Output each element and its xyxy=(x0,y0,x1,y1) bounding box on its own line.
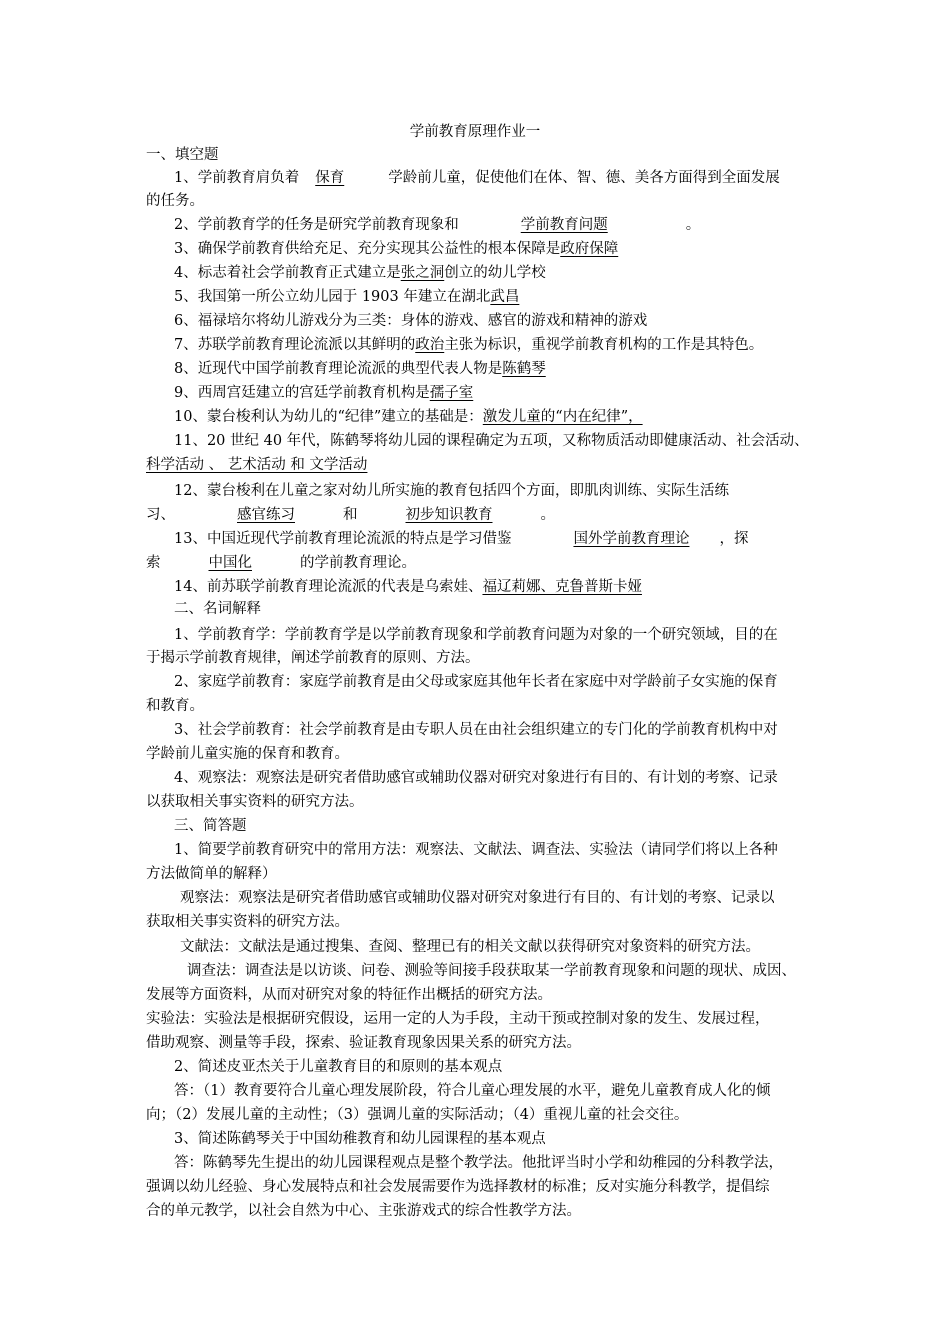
q12-answer-2: 初步知识教育 xyxy=(405,507,493,523)
section-heading-definitions: 二、名词解释 xyxy=(174,601,261,617)
sa2-question: 2、简述皮亚杰关于儿童教育目的和原则的基本观点 xyxy=(174,1059,503,1075)
q12-line: 12、蒙台梭利在儿童之家对幼儿所实施的教育包括四个方面，即肌肉训练、实际生活练 xyxy=(174,483,729,499)
q12-answer-1: 感官练习 xyxy=(237,507,295,523)
q2-answer: 学前教育问题 xyxy=(520,217,608,233)
section-heading-short-answer: 三、简答题 xyxy=(174,818,247,834)
q13-answer-2: 中国化 xyxy=(208,555,252,571)
q2-line: 2、学前教育学的任务是研究学前教育现象和 学前教育问题 。 xyxy=(174,217,701,233)
sa3-question: 3、简述陈鹤琴关于中国幼稚教育和幼儿园课程的基本观点 xyxy=(174,1131,546,1147)
q14-answer: 福辽莉娜、克鲁普斯卡娅 xyxy=(482,579,642,595)
def1-line-2: 于揭示学前教育规律，阐述学前教育的原则、方法。 xyxy=(146,650,480,666)
q3-answer: 政府保障 xyxy=(560,241,619,257)
q11-answer: 科学活动 、 艺术活动 和 文学活动 xyxy=(146,457,368,473)
q7-answer: 政治 xyxy=(415,337,445,353)
q12-line-2: 习、 感官练习 和 初步知识教育 。 xyxy=(146,507,555,523)
sa3-answer: 答：陈鹤琴先生提出的幼儿园课程观点是整个教学法。他批评当时小学和幼稚园的分科教学法， xyxy=(174,1155,783,1171)
q8-answer: 陈鹤琴 xyxy=(502,361,546,377)
q13-line-2: 索 中国化 的学前教育理论。 xyxy=(146,555,416,571)
q1-answer: 保育 xyxy=(315,170,345,186)
q10-answer: 激发儿童的“内在纪律”， xyxy=(482,409,643,425)
def1-line: 1、学前教育学：学前教育学是以学前教育现象和学前教育问题为对象的一个研究领域，目的在 xyxy=(174,627,778,643)
q5-line: 5、我国第一所公立幼儿园于 1903 年建立在湖北武昌 xyxy=(174,289,520,305)
q5-answer: 武昌 xyxy=(490,289,520,305)
q4-line: 4、标志着社会学前教育正式建立是张之洞创立的幼儿学校 xyxy=(174,265,546,281)
sa3-answer-3: 合的单元教学，以社会自然为中心、主张游戏式的综合性教学方法。 xyxy=(146,1203,581,1219)
sa1-experiment: 实验法：实验法是根据研究假设，运用一定的人为手段，主动干预或控制对象的发生、发展过程， xyxy=(146,1011,770,1027)
q7-line: 7、苏联学前教育理论流派以其鲜明的政治主张为标识，重视学前教育机构的工作是其特色。 xyxy=(174,337,764,353)
q14-line: 14、前苏联学前教育理论流派的代表是乌索娃、福辽莉娜、克鲁普斯卡娅 xyxy=(174,579,642,595)
sa3-answer-2: 强调以幼儿经验、身心发展特点和社会发展需要作为选择教材的标准；反对实施分科教学，提倡综 xyxy=(146,1179,770,1195)
q11-line: 11、20 世纪 40 年代，陈鹤琴将幼儿园的课程确定为五项，又称物质活动即健康活动、社会活动、 xyxy=(174,433,809,449)
sa2-answer-2: 向；（2）发展儿童的主动性；（3）强调儿童的实际活动；（4）重视儿童的社会交往。 xyxy=(146,1107,689,1123)
def2-line: 2、家庭学前教育：家庭学前教育是由父母或家庭其他年长者在家庭中对学龄前子女实施的保育 xyxy=(174,674,778,690)
q10-line: 10、蒙台梭利认为幼儿的“纪律”建立的基础是：激发儿童的“内在纪律”， xyxy=(174,409,643,425)
document-title: 学前教育原理作业一 xyxy=(409,124,541,140)
q1-line-2: 的任务。 xyxy=(146,193,204,209)
q8-line: 8、近现代中国学前教育理论流派的典型代表人物是陈鹤琴 xyxy=(174,361,546,377)
def4-line: 4、观察法：观察法是研究者借助感官或辅助仪器对研究对象进行有目的、有计划的考察、记录 xyxy=(174,770,778,786)
def3-line: 3、社会学前教育：社会学前教育是由专职人员在由社会组织建立的专门化的学前教育机构中对 xyxy=(174,722,778,738)
q9-answer: 孺子室 xyxy=(429,385,474,401)
q13-line: 13、中国近现代学前教育理论流派的特点是学习借鉴 国外学前教育理论 ，探 xyxy=(174,531,749,547)
sa1-observation: 观察法：观察法是研究者借助感官或辅助仪器对研究对象进行有目的、有计划的考察、记录以 xyxy=(180,890,775,906)
sa1-survey-2: 发展等方面资料，从而对研究对象的特征作出概括的研究方法。 xyxy=(146,987,552,1003)
sa1-question-2: 方法做简单的解释） xyxy=(146,866,277,882)
def3-line-2: 学龄前儿童实施的保育和教育。 xyxy=(146,746,349,762)
def4-line-2: 以获取相关事实资料的研究方法。 xyxy=(146,794,364,810)
q9-line: 9、西周宫廷建立的宫廷学前教育机构是孺子室 xyxy=(174,385,474,401)
sa1-survey: 调查法：调查法是以访谈、问卷、测验等间接手段获取某一学前教育现象和问题的现状、成因、 xyxy=(187,963,796,979)
q1-line: 1、学前教育肩负着 保育 学龄前儿童，促使他们在体、智、德、美各方面得到全面发展 xyxy=(174,170,780,186)
q13-answer-1: 国外学前教育理论 xyxy=(573,531,690,547)
q3-line: 3、确保学前教育供给充足、充分实现其公益性的根本保障是政府保障 xyxy=(174,241,619,257)
sa1-question: 1、简要学前教育研究中的常用方法：观察法、文献法、调查法、实验法（请同学们将以上各种 xyxy=(174,842,778,858)
sa1-literature: 文献法：文献法是通过搜集、查阅、整理已有的相关文献以获得研究对象资料的研究方法。 xyxy=(180,939,760,955)
sa1-experiment-2: 借助观察、测量等手段，探索、验证教育现象因果关系的研究方法。 xyxy=(146,1035,581,1051)
q11-line-2 xyxy=(146,455,846,475)
q6-line: 6、福禄培尔将幼儿游戏分为三类：身体的游戏、感官的游戏和精神的游戏 xyxy=(174,313,648,329)
q4-answer: 张之洞 xyxy=(400,265,445,281)
sa2-answer: 答：（1）教育要符合儿童心理发展阶段，符合儿童心理发展的水平，避免儿童教育成人化的倾 xyxy=(174,1083,771,1099)
def2-line-2: 和教育。 xyxy=(146,698,204,714)
section-heading-fill-blank: 一、填空题 xyxy=(146,147,219,163)
sa1-observation-2: 获取相关事实资料的研究方法。 xyxy=(146,914,349,930)
